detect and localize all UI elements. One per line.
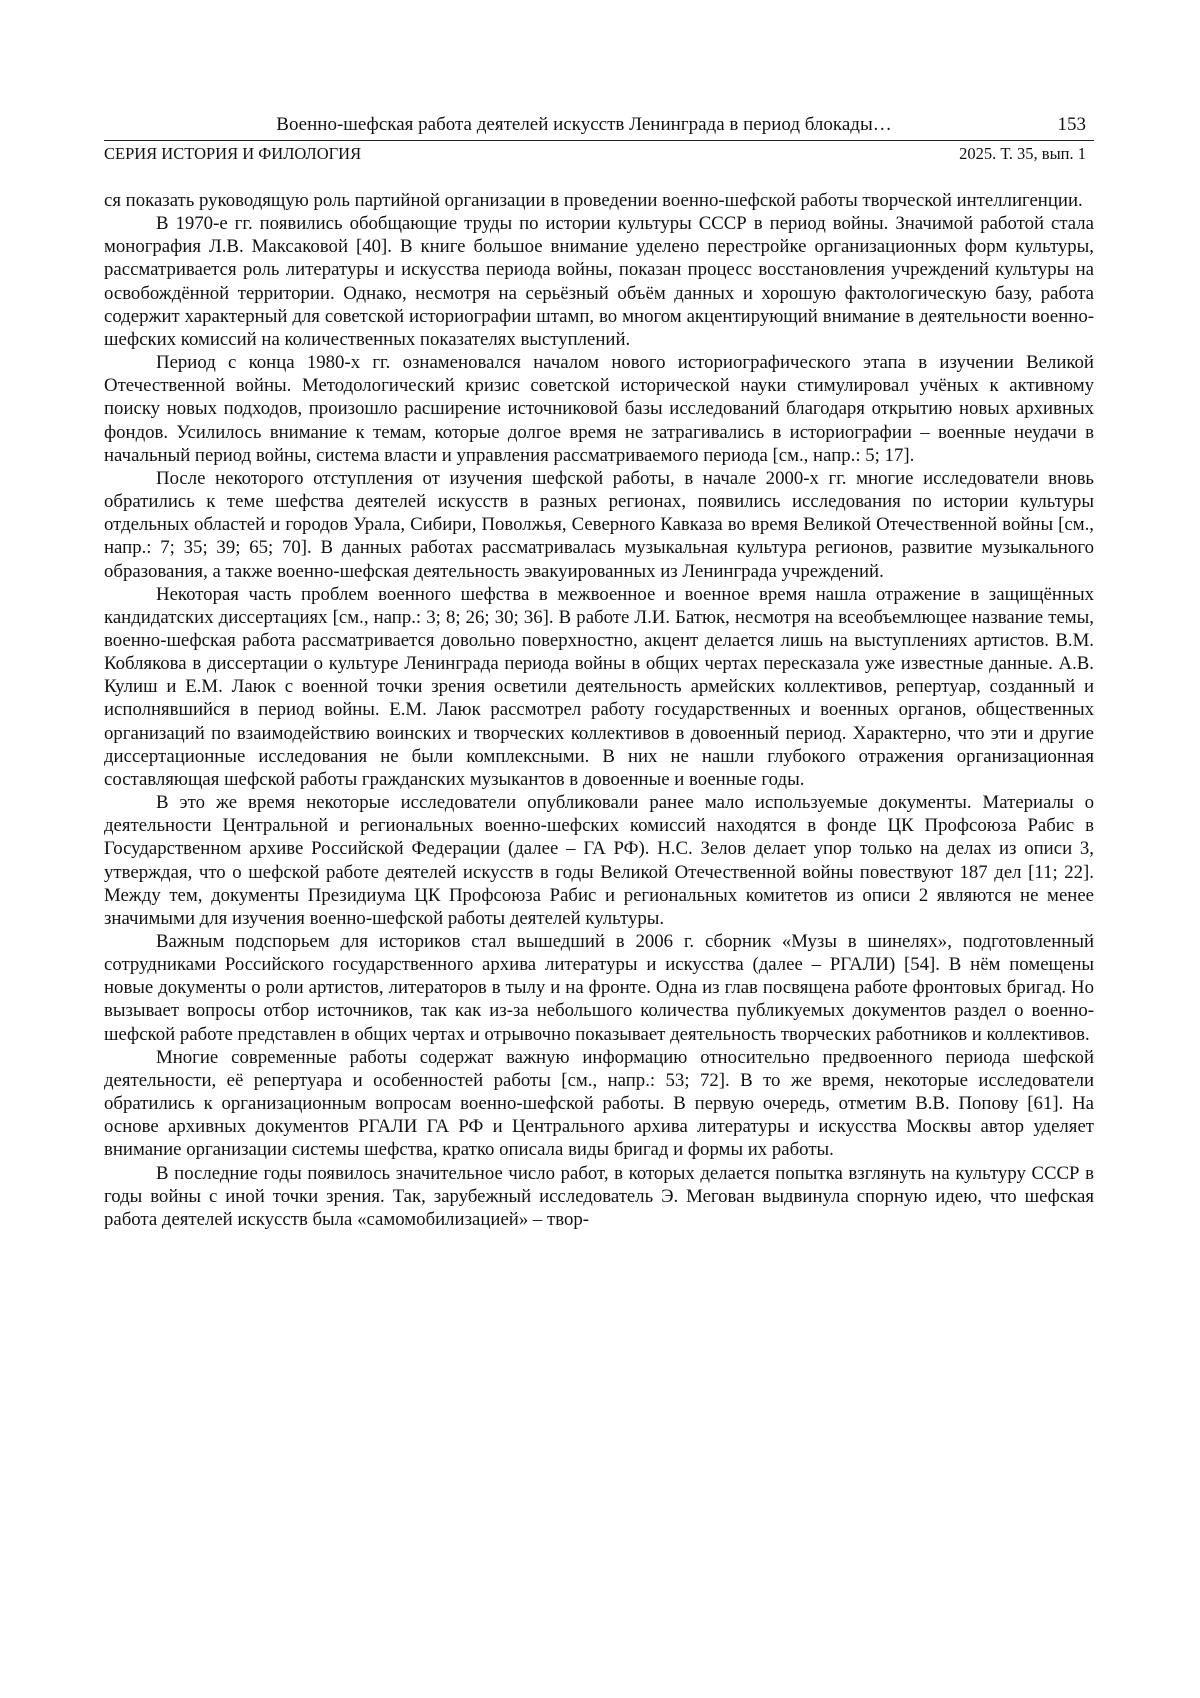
running-header: [104, 112, 1094, 138]
article-body: [104, 189, 1094, 1231]
running-title: Военно-шефская работа деятелей искусств Ленинграда в период блокады…: [104, 112, 1094, 138]
page-number: 153: [1058, 112, 1087, 138]
paragraph: Важным подспорьем для историков стал вышедший в 2006 г. сборник «Музы в шинелях», подготовленный сотрудниками Российского государственного архива литературы и искусства (далее – РГАЛИ) [54]. В нём помещены новые документы о роли артистов, литераторов в тылу и на фронте. Одна из глав посвящена работе фронтовых бригад. Но вызывает вопросы отбор источников, так как из-за небольшого количества публикуемых документов раздел о военно-шефской работе представлен в общих чертах и отрывочно показывает деятельность творческих работников и коллективов.: [104, 930, 1094, 1046]
paragraph: После некоторого отступления от изучения шефской работы, в начале 2000-х гг. многие исследователи вновь обратились к теме шефства деятелей искусств в разных регионах, появились исследования по истории культуры отдельных областей и городов Урала, Сибири, Поволжья, Северного Кавказа во время Великой Отечественной войны [см., напр.: 7; 35; 39; 65; 70]. В данных работах рассматривалась музыкальная культура регионов, развитие музыкального образования, а также военно-шефская деятельность эвакуированных из Ленинграда учреждений.: [104, 467, 1094, 583]
header-rule: [104, 140, 1094, 141]
series-line: [104, 143, 1094, 165]
paragraph: Некоторая часть проблем военного шефства в межвоенное и военное время нашла отражение в защищённых кандидатских диссертациях [см., напр.: 3; 8; 26; 30; 36]. В работе Л.И. Батюк, несмотря на всеобъемлющее название темы, военно-шефская работа рассматривается довольно поверхностно, акцент делается лишь на выступлениях артистов. В.М. Коблякова в диссертации о культуре Ленинграда периода войны в общих чертах пересказала уже известные данные. А.В. Кулиш и Е.М. Лаюк с военной точки зрения осветили деятельность армейских коллективов, репертуар, созданный и исполнявшийся в период войны. Е.М. Лаюк рассмотрел работу государственных и военных органов, общественных организаций по взаимодействию воинских и творческих коллективов в довоенный период. Характерно, что эти и другие диссертационные исследования не были комплексными. В них не нашли глубокого отражения организационная составляющая шефской работы гражданских музыкантов в довоенные и военные годы.: [104, 583, 1094, 791]
paragraph: ся показать руководящую роль партийной организации в проведении военно-шефской работы творческой интеллигенции.: [104, 189, 1094, 212]
paragraph: В последние годы появилось значительное число работ, в которых делается попытка взглянуть на культуру СССР в годы войны с иной точки зрения. Так, зарубежный исследователь Э. Мегован выдвинула спорную идею, что шефская работа деятелей искусств была «самомобилизацией» – твор-: [104, 1162, 1094, 1231]
volume-issue: 2025. Т. 35, вып. 1: [959, 143, 1086, 165]
series-title: СЕРИЯ ИСТОРИЯ И ФИЛОЛОГИЯ: [104, 143, 361, 165]
paragraph: Период с конца 1980-х гг. ознаменовался началом нового историографического этапа в изучении Великой Отечественной войны. Методологический кризис советской исторической науки стимулировал учёных к активному поиску новых подходов, произошло расширение источниковой базы исследований благодаря открытию новых архивных фондов. Усилилось внимание к темам, которые долгое время не затрагивались в историографии – военные неудачи в начальный период войны, система власти и управления рассматриваемого периода [см., напр.: 5; 17].: [104, 351, 1094, 467]
paragraph: Многие современные работы содержат важную информацию относительно предвоенного периода шефской деятельности, её репертуара и особенностей работы [см., напр.: 53; 72]. В то же время, некоторые исследователи обратились к организационным вопросам военно-шефской работы. В первую очередь, отметим В.В. Попову [61]. На основе архивных документов РГАЛИ ГА РФ и Центрального архива литературы и искусства Москвы автор уделяет внимание организации системы шефства, кратко описала виды бригад и формы их работы.: [104, 1046, 1094, 1162]
paragraph: В это же время некоторые исследователи опубликовали ранее мало используемые документы. Материалы о деятельности Центральной и региональных военно-шефских комиссий находятся в фонде ЦК Профсоюза Рабис в Государственном архиве Российской Федерации (далее – ГА РФ). Н.С. Зелов делает упор только на делах из описи 3, утверждая, что о шефской работе деятелей искусств в годы Великой Отечественной войны повествуют 187 дел [11; 22]. Между тем, документы Президиума ЦК Профсоюза Рабис и региональных комитетов из описи 2 являются не менее значимыми для изучения военно-шефской работы деятелей культуры.: [104, 791, 1094, 930]
paragraph: В 1970-е гг. появились обобщающие труды по истории культуры СССР в период войны. Значимой работой стала монография Л.В. Максаковой [40]. В книге большое внимание уделено перестройке организационных форм культуры, рассматривается роль литературы и искусства периода войны, показан процесс восстановления учреждений культуры на освобождённой территории. Однако, несмотря на серьёзный объём данных и хорошую фактологическую базу, работа содержит характерный для советской историографии штамп, во многом акцентирующий внимание в деятельности военно-шефских комиссий на количественных показателях выступлений.: [104, 212, 1094, 351]
journal-page: [104, 112, 1094, 1231]
